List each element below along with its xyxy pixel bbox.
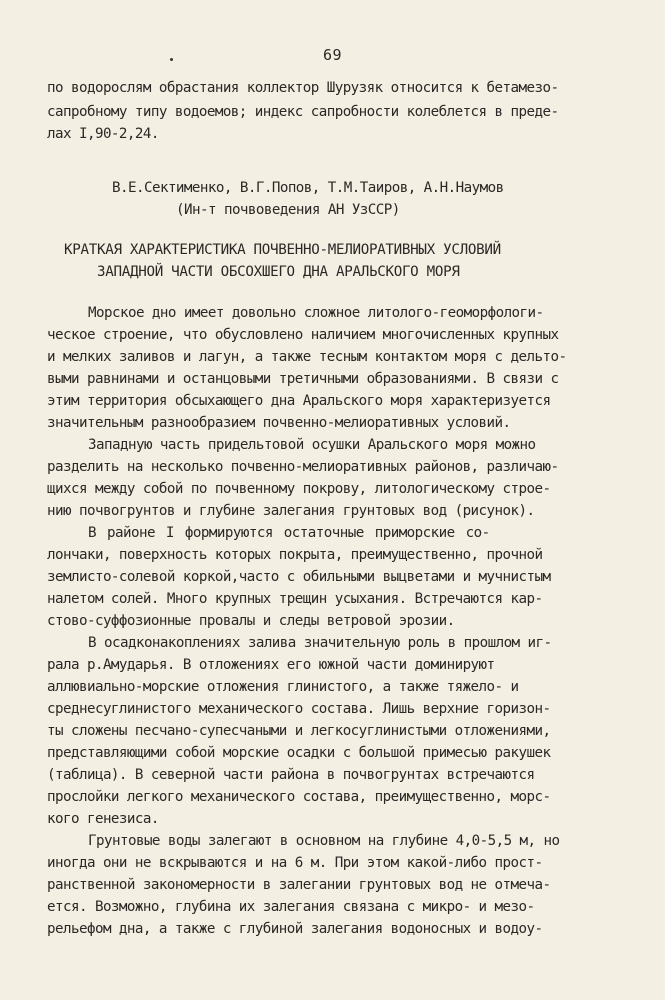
text-line: стово-суффозионные провалы и следы ветровой эрозии. [47,613,455,629]
text-line: ческое строение, что обусловлено наличием многочисленных крупных [47,327,559,343]
text-line: сапробному типу водоемов; индекс сапробности колеблется в преде- [47,104,559,120]
text-line: лах I,90-2,24. [47,126,159,142]
text-line: иногда они не вскрываются и на 6 м. При этом какой-либо прост- [47,855,543,871]
authors-line: В.Е.Сектименко, В.Г.Попов, Т.М.Таиров, А.Н.Наумов [112,180,504,196]
text-line: прослойки легкого механического состава, преимущественно, морс- [47,789,551,805]
text-line: Морское дно имеет довольно сложное литолого-геоморфологи- [88,305,544,321]
text-line: щихся между собой по почвенному покрову, литологическому строе- [47,481,551,497]
text-line: и мелких заливов и лагун, а также тесным контактом моря с дельто- [47,349,567,365]
text-line: Грунтовые воды залегают в основном на глубине 4,0-5,5 м, но [88,833,560,849]
text-line: ты сложены песчано-супесчаными и легкосуглинистыми отложениями, [47,723,551,739]
text-line: землисто-солевой коркой,часто с обильными выцветами и мучнистым [47,569,551,585]
text-line: аллювиально-морские отложения глинистого, а также тяжело- и [47,679,519,695]
text-line: представляющими собой морские осадки с большой примесью ракушек [47,745,551,761]
text-line: налетом солей. Много крупных трещин усыхания. Встречаются кар- [47,591,543,607]
text-line: рельефом дна, а также с глубиной залегания водоносных и водоу- [47,921,543,937]
text-line: В районе I формируются остаточные приморские со- [88,525,490,541]
ink-speck [170,58,173,61]
text-line: среднесуглинистого механического состава. Лишь верхние горизон- [47,701,551,717]
text-line: по водорослям обрастания коллектор Шурузяк относится к бетамезо- [47,80,559,96]
text-line: рала р.Амударья. В отложениях его южной части доминируют [47,657,495,673]
affiliation-line: (Ин-т почвоведения АН УзССР) [176,202,400,218]
page-number: 69 [322,46,343,64]
text-line: разделить на несколько почвенно-мелиоративных районов, различаю- [47,459,559,475]
text-line: нию почвогрунтов и глубине залегания грунтовых вод (рисунок). [47,503,535,519]
article-title-line: КРАТКАЯ ХАРАКТЕРИСТИКА ПОЧВЕННО-МЕЛИОРАТИВНЫХ УСЛОВИЙ [64,242,501,258]
text-line: значительным разнообразием почвенно-мелиоративных условий. [47,415,511,431]
text-line: выми равнинами и останцовыми третичными образованиями. В связи с [47,371,559,387]
text-line: Западную часть придельтовой осушки Аральского моря можно [88,437,536,453]
text-line: этим территория обсыхающего дна Аральского моря характеризуется [47,393,551,409]
text-line: В осадконакоплениях залива значительную роль в прошлом иг- [88,635,552,651]
text-line: лончаки, поверхность которых покрыта, преимущественно, прочной [47,547,543,563]
text-line: (таблица). В северной части района в почвогрунтах встречаются [47,767,535,783]
text-line: кого генезиса. [47,811,159,827]
text-line: ется. Возможно, глубина их залегания связана с микро- и мезо- [47,899,535,915]
article-title-line: ЗАПАДНОЙ ЧАСТИ ОБСОХШЕГО ДНА АРАЛЬСКОГО МОРЯ [97,264,460,280]
text-line: ранственной закономерности в залегании грунтовых вод не отмеча- [47,877,551,893]
